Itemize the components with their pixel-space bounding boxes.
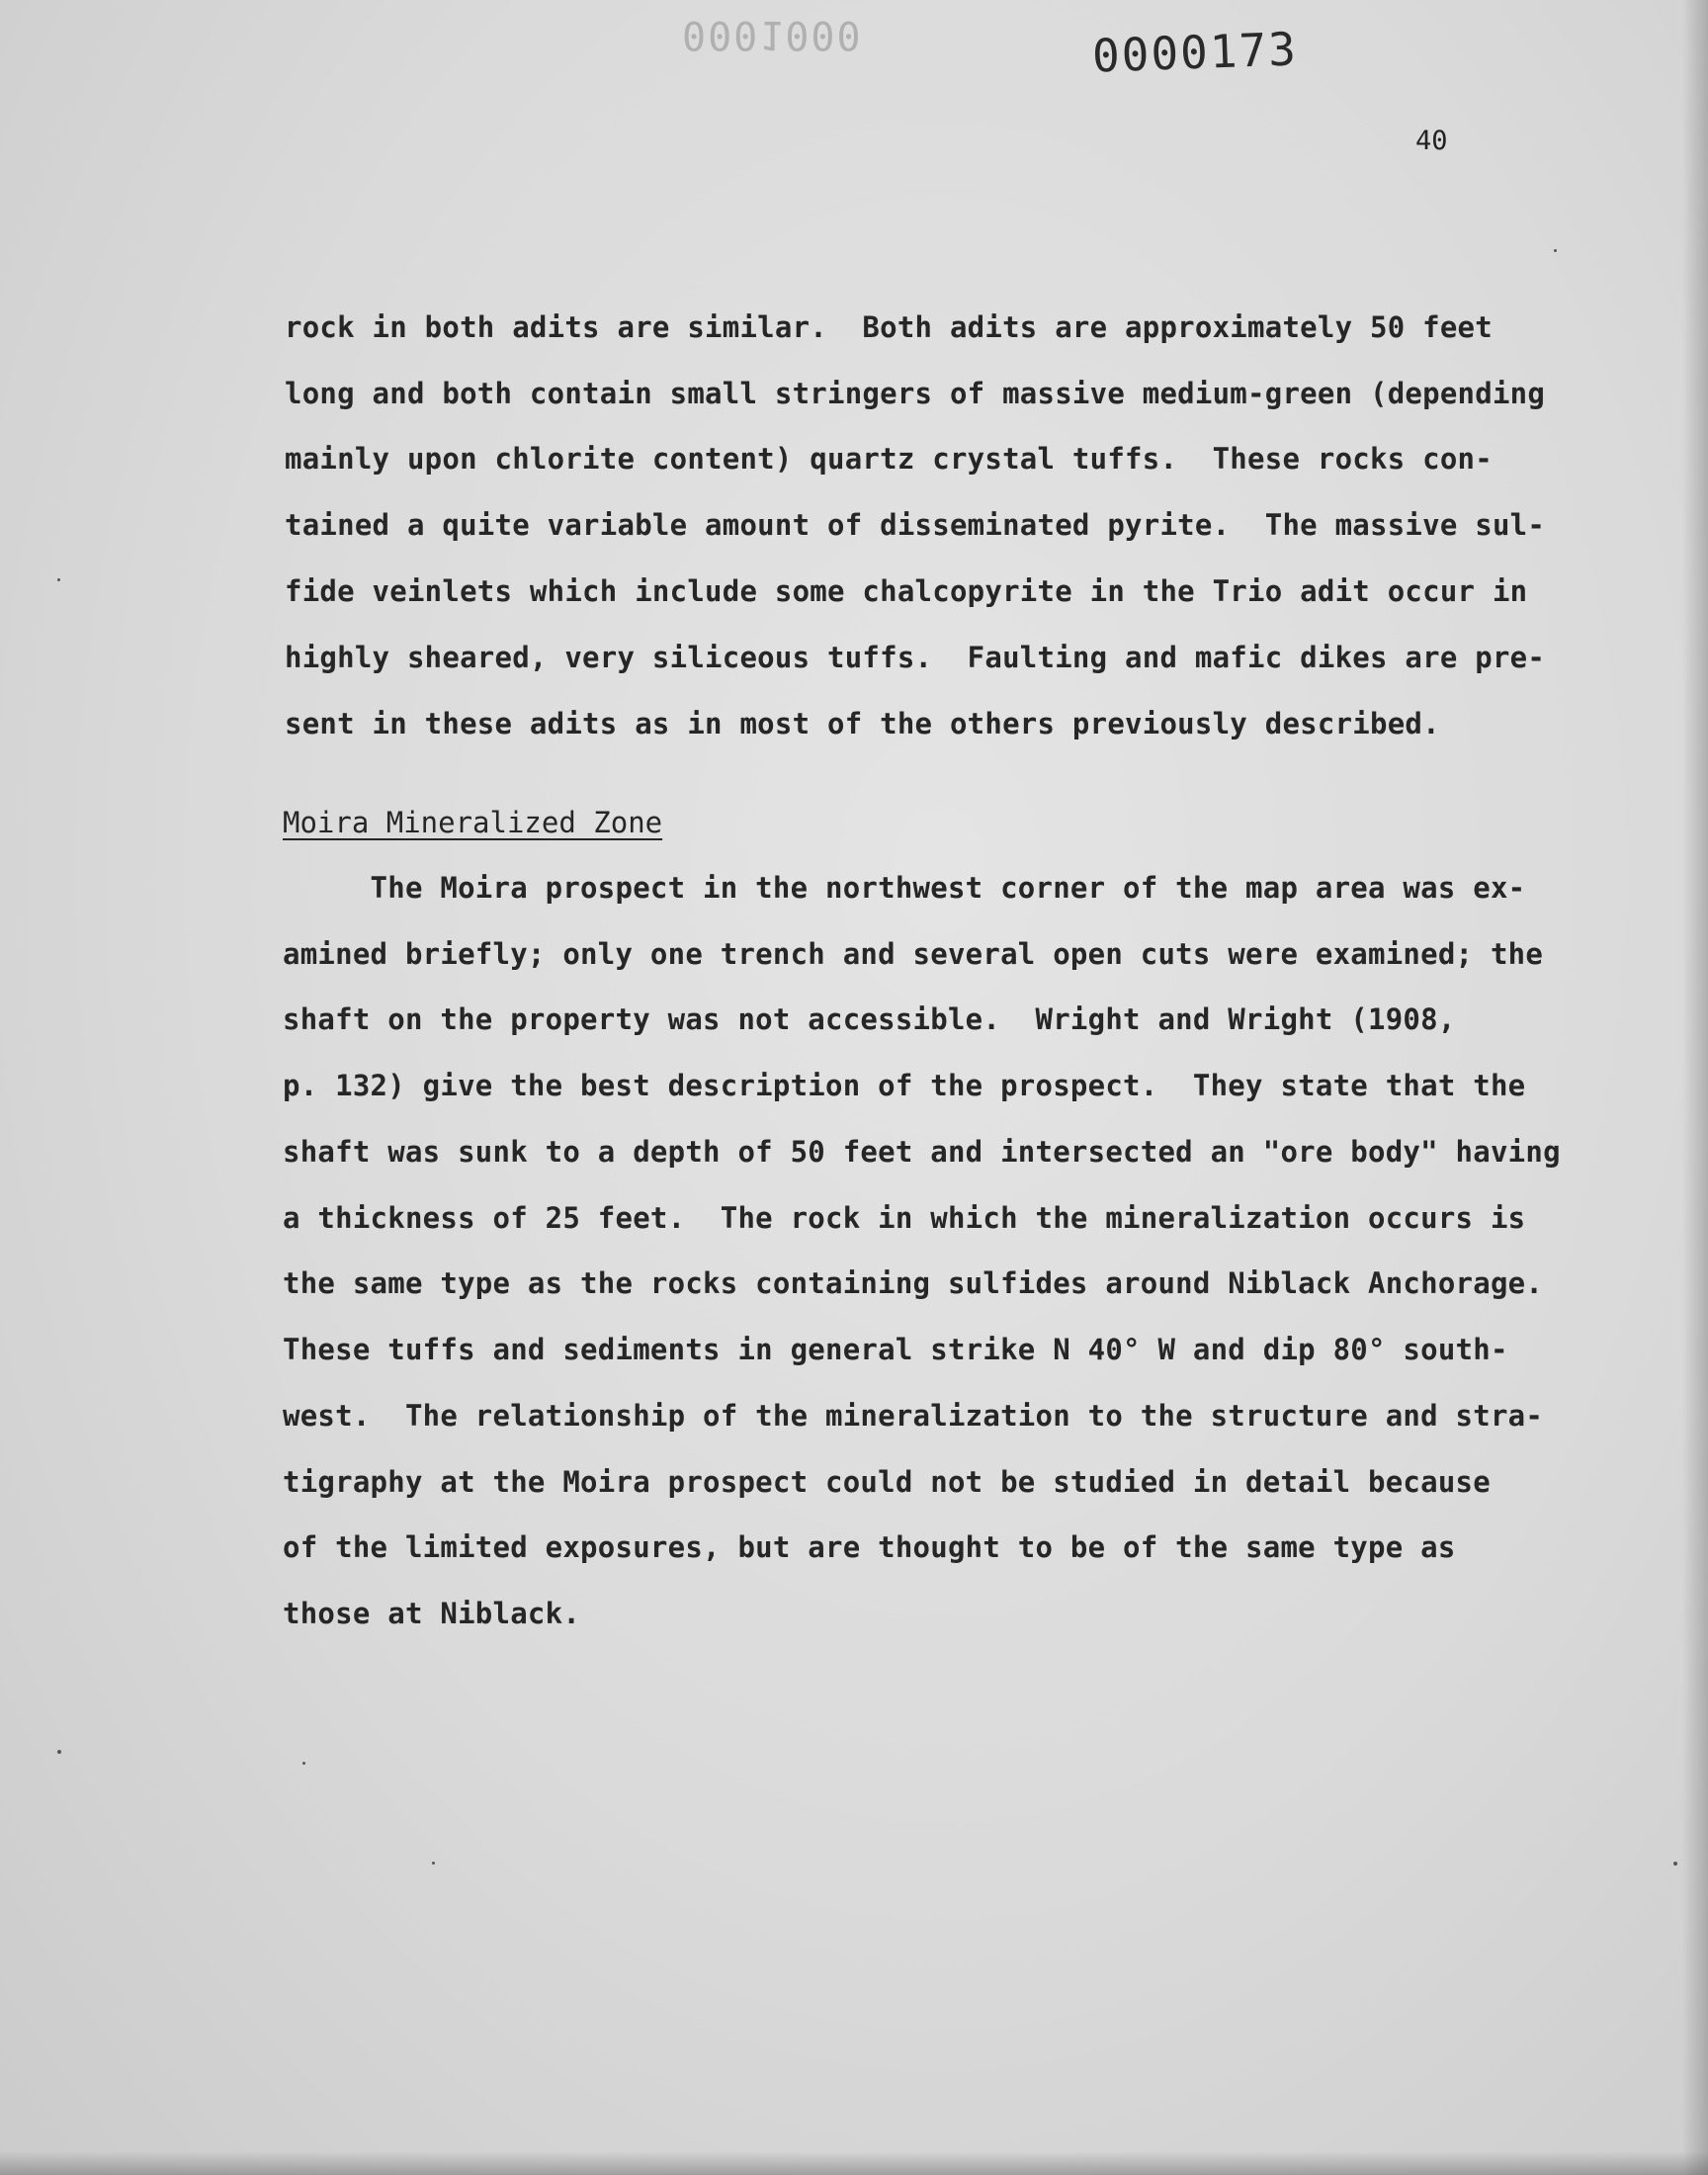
page-number: 40: [1415, 126, 1448, 156]
text-line: long and both contain small stringers of massive medium-green (depending: [285, 377, 1546, 410]
text-line: fide veinlets which include some chalcopyrite in the Trio adit occur in: [285, 574, 1528, 608]
faded-bates-stamp: 0001000: [682, 12, 863, 57]
scan-speck: [1673, 1862, 1677, 1866]
scan-speck: [432, 1862, 435, 1865]
text-line: tigraphy at the Moira prospect could not be studied in detail because: [283, 1465, 1491, 1499]
section-heading: Moira Mineralized Zone: [283, 806, 663, 839]
bates-number: 0000173: [1091, 22, 1299, 83]
page-edge-shadow: [0, 2151, 1708, 2175]
text-line: highly sheared, very siliceous tuffs. Faulting and mafic dikes are pre-: [285, 641, 1546, 674]
text-line: p. 132) give the best description of the prospect. They state that the: [283, 1069, 1526, 1102]
text-line: mainly upon chlorite content) quartz crystal tuffs. These rocks con-: [285, 442, 1493, 476]
text-line: the same type as the rocks containing sulfides around Niblack Anchorage.: [283, 1266, 1544, 1300]
scan-speck: [1554, 249, 1557, 252]
scan-speck: [57, 578, 60, 581]
scan-speck: [57, 1750, 61, 1754]
text-line: shaft was sunk to a depth of 50 feet and intersected an "ore body" having: [283, 1135, 1561, 1169]
text-line: amined briefly; only one trench and several open cuts were examined; the: [283, 937, 1544, 971]
text-line: those at Niblack.: [283, 1597, 581, 1630]
text-line: The Moira prospect in the northwest corner of the map area was ex-: [283, 871, 1526, 905]
text-line: sent in these adits as in most of the others previously described.: [285, 707, 1440, 740]
text-line: west. The relationship of the mineralization to the structure and stra-: [283, 1399, 1544, 1433]
text-line: These tuffs and sediments in general strike N 40° W and dip 80° south-: [283, 1333, 1508, 1366]
text-line: of the limited exposures, but are thought to be of the same type as: [283, 1530, 1456, 1564]
text-line: rock in both adits are similar. Both adits are approximately 50 feet: [285, 310, 1493, 344]
text-line: a thickness of 25 feet. The rock in which the mineralization occurs is: [283, 1201, 1526, 1235]
text-line: tained a quite variable amount of disseminated pyrite. The massive sul-: [285, 508, 1546, 542]
scan-speck: [302, 1762, 305, 1765]
page-edge-shadow: [1682, 0, 1708, 2175]
text-line: shaft on the property was not accessible. Wright and Wright (1908,: [283, 1002, 1456, 1036]
